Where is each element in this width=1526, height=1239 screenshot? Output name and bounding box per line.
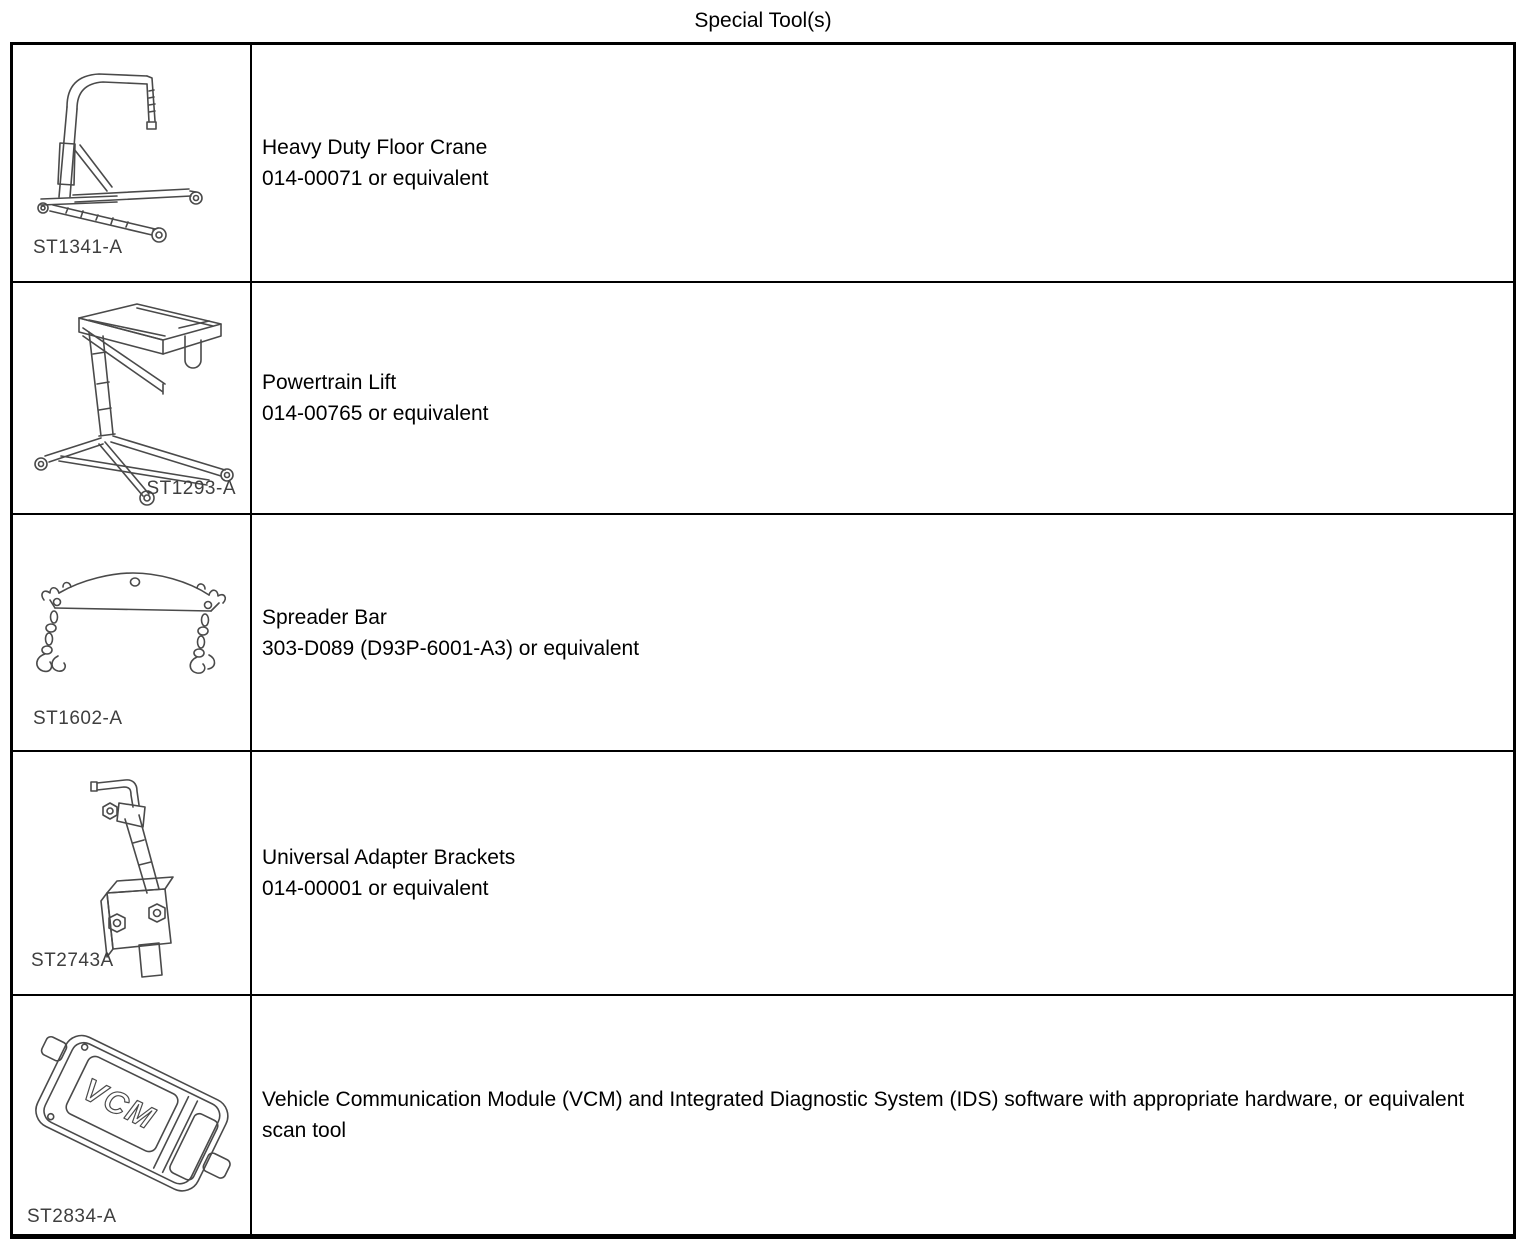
tool-image-label: ST2743A [31,950,114,971]
tool-image-cell [12,514,252,751]
tool-description-cell [251,282,1515,514]
tool-image-label: ST2834-A [27,1206,117,1227]
special-tools-table [10,42,1516,1239]
tool-part-number: 014-00765 or equivalent [262,402,489,425]
tool-name: Universal Adapter Brackets [262,846,516,869]
vcm-device-text: VCM [77,1070,162,1137]
tool-description-cell [251,514,1515,751]
tool-part-number: 303-D089 (D93P-6001-A3) or equivalent [262,636,640,660]
page-title: Special Tool(s) [694,9,832,32]
vcm-module-icon [13,996,250,1234]
tool-description-cell [251,751,1515,995]
tool-image-cell [12,751,252,995]
table-row [12,995,1515,1237]
tool-part-number: 014-00071 or equivalent [262,167,489,190]
tool-name: Powertrain Lift [262,371,397,394]
tool-name: Vehicle Communication Module (VCM) and Integrated Diagnostic System (IDS) software with appropriate hardware, or equivalent scan tool [262,1088,1465,1142]
tool-description-cell [251,44,1515,283]
tool-part-number: 014-00001 or equivalent [262,877,489,900]
tool-image-cell [12,995,252,1237]
table-row [12,514,1515,751]
tool-name: Spreader Bar [262,605,387,629]
tool-image-label: ST1341-A [33,237,123,258]
table-row [12,282,1515,514]
tool-image-cell [12,44,252,283]
table-row [12,44,1515,283]
tool-image-cell [12,282,252,514]
tool-description-cell [251,995,1515,1237]
tool-image-label: ST1293-A [146,478,236,499]
tool-name: Heavy Duty Floor Crane [262,136,488,159]
tool-image-label: ST1602-A [33,708,123,729]
table-row [12,751,1515,995]
